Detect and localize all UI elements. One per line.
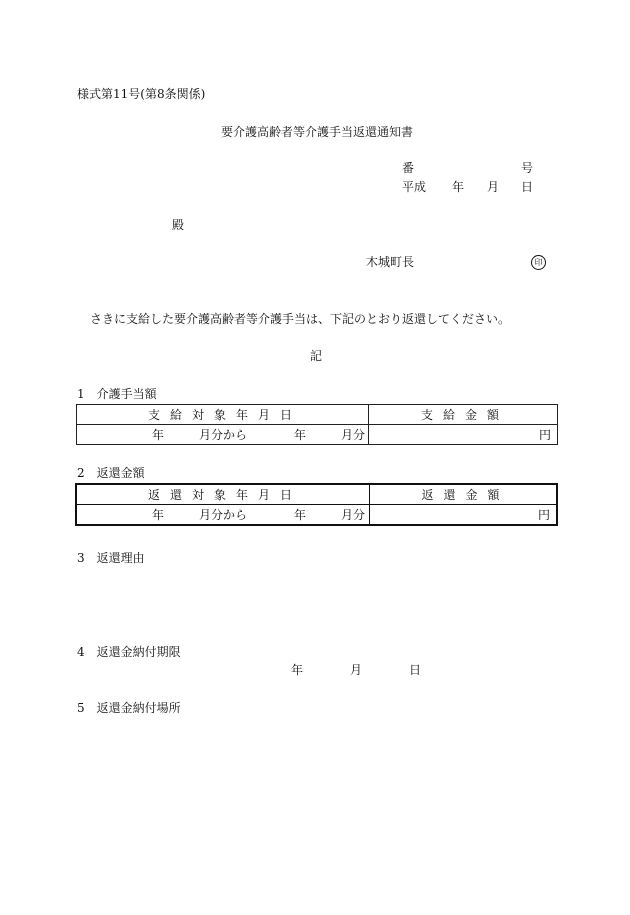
year-label: 年 [294, 508, 307, 522]
allowance-table [76, 404, 558, 445]
header-char: 対 [192, 487, 205, 502]
header-char: 月 [258, 407, 271, 422]
deadline-day-label: 日 [409, 663, 422, 677]
header-char: 返 [148, 487, 161, 502]
header-char: 対 [192, 407, 205, 422]
year-label: 年 [152, 428, 165, 442]
ki-label: 記 [310, 349, 323, 363]
amount-value-cell[interactable] [369, 505, 557, 526]
year-label: 年 [294, 428, 307, 442]
header-char: 金 [465, 487, 478, 502]
header-char: 日 [280, 487, 293, 502]
addressee-suffix: 殿 [172, 218, 185, 232]
refund-table [75, 483, 558, 526]
header-char: 支 [148, 407, 161, 422]
issuer-title: 木城町長 [366, 255, 415, 269]
header-char: 金 [465, 407, 478, 422]
header-char: 象 [214, 407, 227, 422]
header-char: 日 [280, 407, 293, 422]
header-char: 年 [236, 407, 249, 422]
period-header-cell [77, 405, 369, 425]
table-row [76, 505, 557, 526]
body-text: さきに支給した要介護高齢者等介護手当は、下記のとおり返還してください。 [90, 312, 511, 326]
deadline-month-label: 月 [350, 663, 363, 677]
section1-heading: 1 介護手当額 [77, 387, 157, 401]
header-char: 年 [236, 487, 249, 502]
year-label: 年 [152, 508, 165, 522]
period-value-cell[interactable] [77, 425, 369, 445]
form-number: 様式第11号(第8条関係) [77, 87, 206, 101]
header-char: 象 [214, 487, 227, 502]
header-char: 給 [443, 407, 456, 422]
number-ban-label: 番 [402, 161, 415, 175]
table-row [77, 425, 558, 445]
header-char: 給 [170, 407, 183, 422]
number-go-label: 号 [521, 161, 534, 175]
header-char: 還 [170, 487, 183, 502]
header-char: 還 [443, 487, 456, 502]
period-header-cell [76, 484, 369, 505]
table-row [77, 405, 558, 425]
date-era-label: 平成 [402, 180, 427, 194]
section3-heading: 3 返還理由 [77, 551, 145, 565]
seal-mark: 印 [531, 255, 546, 270]
header-char: 返 [421, 487, 434, 502]
section4-heading: 4 返還金納付期限 [77, 645, 181, 659]
header-char: 支 [421, 407, 434, 422]
date-month-label: 月 [487, 180, 500, 194]
yen-label: 円 [538, 427, 551, 442]
amount-value-cell[interactable] [369, 425, 558, 445]
to-label: 月分 [341, 428, 366, 442]
from-label: 月分から [199, 428, 248, 442]
header-char: 額 [487, 487, 500, 502]
from-label: 月分から [199, 508, 248, 522]
header-char: 月 [258, 487, 271, 502]
document-title: 要介護高齢者等介護手当返還通知書 [221, 125, 414, 139]
section2-heading: 2 返還金額 [77, 466, 145, 480]
header-char: 額 [487, 407, 500, 422]
date-day-label: 日 [521, 180, 534, 194]
table-row [76, 484, 557, 505]
period-value-cell[interactable] [76, 505, 369, 526]
date-year-label: 年 [452, 180, 465, 194]
to-label: 月分 [341, 508, 366, 522]
section5-heading: 5 返還金納付場所 [77, 701, 181, 715]
deadline-year-label: 年 [291, 663, 304, 677]
amount-header-cell [369, 484, 557, 505]
amount-header-cell [369, 405, 558, 425]
yen-label: 円 [537, 507, 550, 522]
